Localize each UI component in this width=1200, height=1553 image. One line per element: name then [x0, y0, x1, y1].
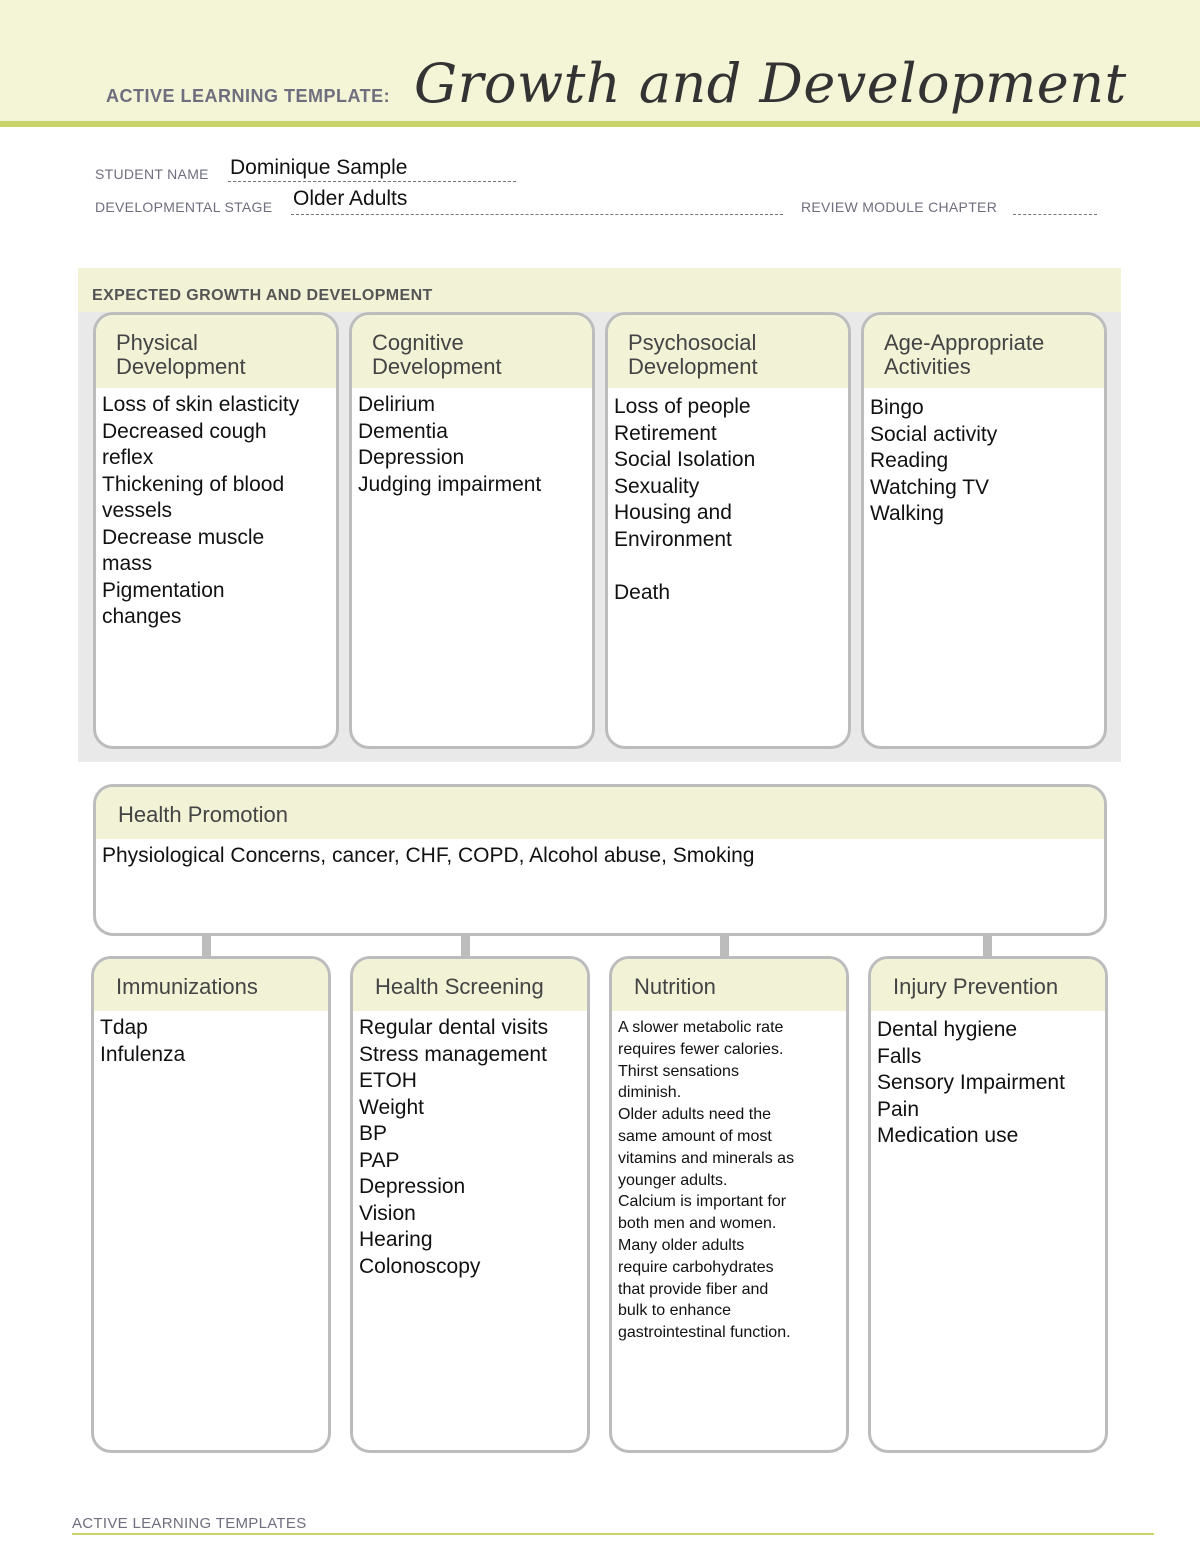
cognitive-development-content[interactable]	[352, 388, 592, 498]
developmental-stage-label: DEVELOPMENTAL STAGE	[95, 199, 273, 215]
immunizations-box	[91, 956, 331, 1453]
cognitive-development-box	[349, 312, 595, 749]
list-item: Social activity	[870, 422, 998, 446]
list-item: Calcium is important for	[618, 1193, 787, 1211]
list-item: BP	[359, 1122, 388, 1145]
list-item: Reading	[870, 449, 949, 472]
age-appropriate-activities-box	[861, 312, 1107, 749]
header-rule	[0, 121, 1200, 127]
health-screening-header	[353, 959, 587, 1011]
list-item: Medication use	[877, 1124, 1019, 1147]
review-module-label: REVIEW MODULE CHAPTER	[801, 199, 998, 215]
list-item: Infulenza	[100, 1042, 186, 1066]
list-item: Dental hygiene	[877, 1018, 1018, 1041]
connector	[461, 933, 470, 957]
health-promotion-header	[96, 787, 1104, 839]
student-name-label: STUDENT NAME	[95, 166, 209, 182]
health-promotion-content[interactable]	[96, 839, 1104, 870]
list-item: Housing and	[614, 501, 732, 524]
list-item: requires fewer calories.	[618, 1040, 784, 1058]
health-promotion-box	[93, 784, 1107, 936]
list-item: younger adults.	[618, 1171, 728, 1189]
list-item: Sexuality	[614, 474, 700, 498]
injury-prevention-content[interactable]	[871, 1011, 1105, 1150]
list-item: Hearing	[359, 1228, 433, 1251]
list-item: Bingo	[870, 396, 924, 419]
age-appropriate-activities-title-line1: Age-Appropriate	[884, 330, 1045, 355]
list-item: Tdap	[100, 1016, 148, 1039]
student-name-field[interactable]: Dominique Sample	[230, 156, 408, 179]
footer-text: ACTIVE LEARNING TEMPLATES	[72, 1515, 307, 1532]
list-item: Decrease muscle	[102, 525, 265, 549]
age-appropriate-activities-header	[864, 315, 1104, 388]
template-kicker: ACTIVE LEARNING TEMPLATE:	[106, 86, 391, 106]
list-item: PAP	[359, 1148, 400, 1172]
list-item: diminish.	[618, 1084, 682, 1102]
list-item: changes	[102, 605, 182, 628]
page-title: Growth and Development	[414, 52, 1127, 115]
psychosocial-development-header	[608, 315, 848, 388]
immunizations-title: Immunizations	[116, 974, 258, 999]
health-screening-title: Health Screening	[375, 974, 544, 999]
nutrition-box	[609, 956, 849, 1453]
list-item: require carbohydrates	[618, 1258, 774, 1276]
list-item: Pigmentation	[102, 578, 225, 602]
nutrition-content[interactable]	[612, 1011, 846, 1344]
list-item: gastrointestinal function.	[618, 1324, 791, 1342]
injury-prevention-box	[868, 956, 1108, 1453]
developmental-stage-field[interactable]: Older Adults	[293, 187, 408, 210]
physical-development-title-line1: Physical	[116, 330, 198, 355]
cognitive-development-title-line1: Cognitive	[372, 330, 464, 355]
physical-development-box	[93, 312, 339, 749]
list-item: Depression	[358, 446, 465, 469]
list-item: ETOH	[359, 1069, 417, 1092]
psychosocial-development-content[interactable]	[608, 388, 848, 606]
psychosocial-development-title-line1: Psychosocial	[628, 330, 757, 355]
list-item: Falls	[877, 1044, 922, 1068]
review-module-field[interactable]	[1013, 214, 1097, 215]
list-item: Environment	[614, 527, 732, 551]
list-spacer	[614, 553, 842, 580]
list-item: both men and women.	[618, 1215, 777, 1233]
developmental-stage-line	[291, 214, 783, 215]
psychosocial-development-title-line2: Development	[628, 354, 758, 379]
list-item: Loss of people	[614, 395, 751, 418]
connector	[983, 933, 992, 957]
student-name-line	[228, 181, 516, 182]
list-item: Sensory Impairment	[877, 1071, 1065, 1094]
list-item: Thickening of blood	[102, 472, 285, 496]
list-item: Social Isolation	[614, 448, 756, 471]
list-item: Judging impairment	[358, 472, 542, 496]
connector	[202, 933, 211, 957]
list-item: bulk to enhance	[618, 1302, 731, 1320]
list-item: Depression	[359, 1175, 466, 1198]
list-item: Death	[614, 580, 671, 604]
injury-prevention-title: Injury Prevention	[893, 974, 1059, 999]
list-item: Walking	[870, 502, 944, 525]
physical-development-header	[96, 315, 336, 388]
list-item: Colonoscopy	[359, 1254, 481, 1278]
list-item: Stress management	[359, 1042, 547, 1066]
list-item: Vision	[359, 1201, 416, 1225]
cognitive-development-title-line2: Development	[372, 354, 502, 379]
list-item: vessels	[102, 499, 173, 522]
psychosocial-development-box	[605, 312, 851, 749]
list-item: reflex	[102, 446, 154, 469]
nutrition-title: Nutrition	[634, 974, 716, 999]
age-appropriate-activities-title-line2: Activities	[884, 354, 971, 379]
list-item: that provide fiber and	[618, 1280, 769, 1298]
list-item: Delirium	[358, 393, 436, 416]
list-item: vitamins and minerals as	[618, 1149, 795, 1167]
health-screening-content[interactable]	[353, 1011, 587, 1280]
list-item: Dementia	[358, 419, 448, 443]
list-item: Many older adults	[618, 1236, 745, 1254]
list-item: Loss of skin elasticity	[102, 393, 300, 416]
cognitive-development-header	[352, 315, 592, 388]
list-item: same amount of most	[618, 1127, 772, 1145]
health-promotion-title: Health Promotion	[118, 802, 288, 827]
nutrition-header	[612, 959, 846, 1011]
expected-growth-title: EXPECTED GROWTH AND DEVELOPMENT	[92, 287, 433, 304]
list-item: A slower metabolic rate	[618, 1019, 784, 1036]
injury-prevention-header	[871, 959, 1105, 1011]
list-item: Pain	[877, 1097, 920, 1121]
health-promotion-text: Physiological Concerns, cancer, CHF, COPD, Alcohol abuse, Smoking	[102, 844, 755, 867]
physical-development-content[interactable]	[96, 388, 336, 631]
connector	[720, 933, 729, 957]
physical-development-title-line2: Development	[116, 354, 246, 379]
list-item: mass	[102, 552, 153, 575]
list-item: Weight	[359, 1095, 424, 1119]
immunizations-content[interactable]	[94, 1011, 328, 1068]
immunizations-header	[94, 959, 328, 1011]
list-item: Retirement	[614, 421, 717, 445]
list-item: Older adults need the	[618, 1106, 771, 1124]
age-appropriate-activities-content[interactable]	[864, 388, 1104, 528]
footer-rule	[72, 1533, 1154, 1535]
list-item: Regular dental visits	[359, 1016, 549, 1039]
list-item: Thirst sensations	[618, 1062, 739, 1080]
list-item: Decreased cough	[102, 419, 267, 443]
list-item: Watching TV	[870, 475, 990, 499]
health-screening-box	[350, 956, 590, 1453]
